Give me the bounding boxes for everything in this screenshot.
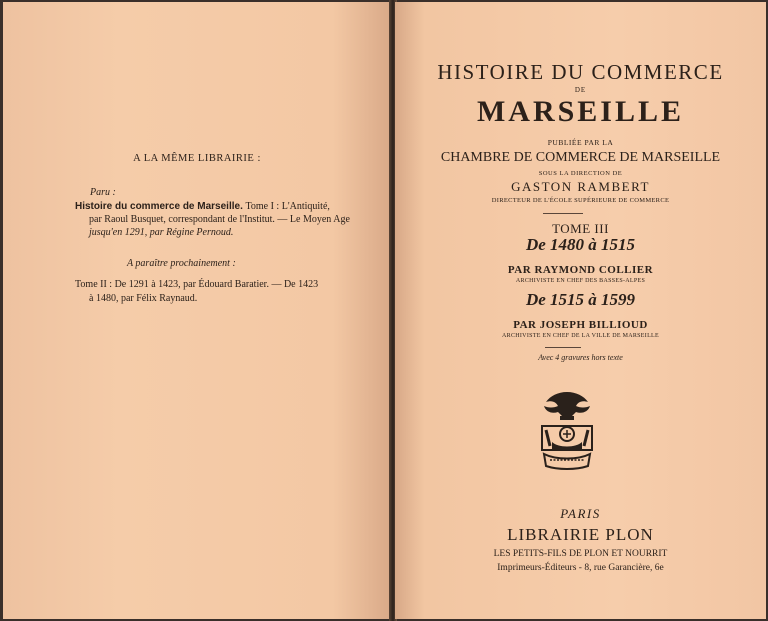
publisher-subtitle: LES PETITS-FILS DE PLON ET NOURRIT [493, 549, 668, 559]
under-direction: SOUS LA DIRECTION DE [538, 170, 623, 177]
part1-role: ARCHIVISTE EN CHEF DES BASSES-ALPES [515, 278, 646, 284]
divider-rule-2 [545, 347, 581, 348]
book2-line2: à 1480, par Félix Raynaud. [89, 293, 198, 304]
title-marseille: MARSEILLE [476, 95, 685, 128]
book1-title: Histoire du commerce de Marseille. [75, 201, 243, 212]
title-de: DE [574, 86, 587, 94]
part1-author: PAR RAYMOND COLLIER [507, 264, 654, 276]
part2-role: ARCHIVISTE EN CHEF DE LA VILLE DE MARSEILLE [502, 333, 659, 339]
editor-role: DIRECTEUR DE L'ÉCOLE SUPÉRIEURE DE COMMERCE [491, 197, 670, 204]
book1-line2: par Raoul Busquet, correspondant de l'Institut. — Le Moyen Age [89, 214, 350, 225]
book1-tome: Tome I : L'Antiquité, [245, 201, 330, 212]
publisher-name: LIBRAIRIE PLON [507, 525, 654, 544]
title-line-1: HISTOIRE DU COMMERCE [437, 60, 724, 84]
chamber-name: CHAMBRE DE COMMERCE DE MARSEILLE [440, 150, 721, 165]
right-page [395, 2, 766, 619]
divider-rule [543, 213, 583, 214]
book1-line1 [75, 201, 330, 212]
book1-line3: jusqu'en 1291, par Régine Pernoud. [89, 227, 234, 238]
published-label: Paru : [90, 187, 116, 198]
publication-city: PARIS [560, 506, 601, 521]
part1-title: De 1480 à 1515 [525, 235, 636, 254]
part2-author: PAR JOSEPH BILLIOUD [513, 319, 648, 331]
forthcoming-label: A paraître prochainement : [127, 258, 236, 269]
book2-line1: Tome II : De 1291 à 1423, par Édouard Baratier. — De 1423 [75, 279, 319, 290]
publisher-address: Imprimeurs-Éditeurs - 8, rue Garancière, 6e [497, 563, 664, 573]
left-page [3, 2, 391, 619]
publisher-emblem-icon [538, 388, 596, 472]
part2-title: De 1515 à 1599 [525, 290, 636, 309]
published-by: PUBLIÉE PAR LA [547, 138, 614, 147]
editor-name: GASTON RAMBERT [511, 179, 650, 194]
same-publisher-heading: A LA MÊME LIBRAIRIE : [133, 153, 261, 164]
illustrations-note: Avec 4 gravures hors texte [538, 353, 623, 362]
tome-number: TOME III [552, 221, 609, 236]
